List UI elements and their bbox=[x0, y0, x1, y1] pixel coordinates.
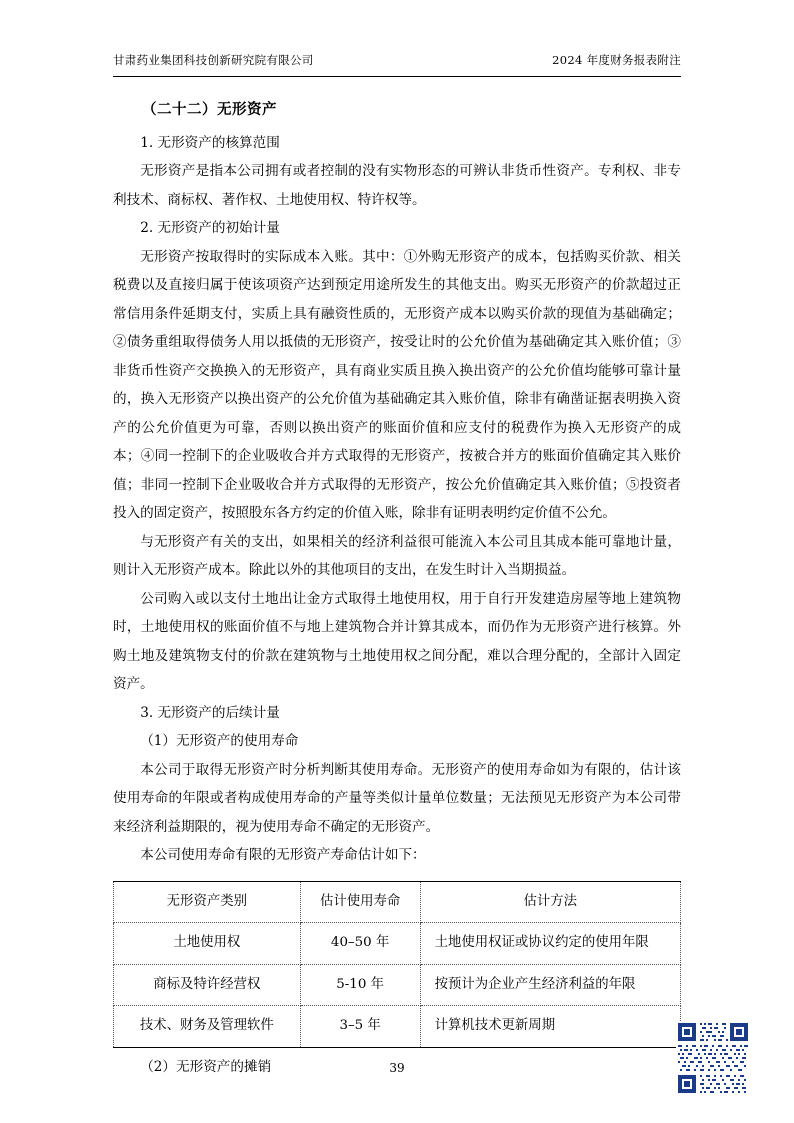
table-header-cell-method: 估计方法 bbox=[420, 881, 680, 923]
table-row bbox=[114, 964, 681, 1006]
section-title: （二十二）无形资产 bbox=[142, 101, 277, 118]
sub-item-2-label: （2）无形资产的摊销 bbox=[140, 1058, 272, 1075]
cell-method: 计算机技术更新周期 bbox=[420, 1006, 680, 1048]
item-1-label: 1. 无形资产的核算范围 bbox=[140, 134, 280, 151]
sub-item-1-body: 本公司于取得无形资产时分析判断其使用寿命。无形资产的使用寿命如为有限的，估计该使用寿命的年限或者构成使用寿命的产量等类似计量单位数量；无法预见无形资产为本公司带来经济利益期限的，视为使用寿命不确定的无形资产。 bbox=[113, 761, 681, 835]
item-3-label: 3. 无形资产的后续计量 bbox=[140, 704, 280, 721]
table-intro: 本公司使用寿命有限的无形资产寿命估计如下： bbox=[140, 847, 426, 863]
page-content bbox=[113, 92, 681, 1081]
cell-method: 土地使用权证或协议约定的使用年限 bbox=[420, 923, 680, 965]
paragraph-3: 与无形资产有关的支出，如果相关的经济利益很可能流入本公司且其成本能可靠地计量，则计入无形资产成本。除此以外的其他项目的支出，在发生时计入当期损益。 bbox=[113, 533, 681, 578]
cell-category: 土地使用权 bbox=[114, 923, 301, 965]
paragraph-4: 公司购入或以支付土地出让金方式取得土地使用权，用于自行开发建造房屋等地上建筑物时，土地使用权的账面价值不与地上建筑物合并计算其成本，而仍作为无形资产进行核算。外购土地及建筑物支付的价款在建筑物与土地使用权之间分配，难以合理分配的，全部计入固定资产。 bbox=[113, 590, 681, 692]
item-2-body: 无形资产按取得时的实际成本入账。其中：①外购无形资产的成本，包括购买价款、相关税费以及直接归属于使该项资产达到预定用途所发生的其他支出。购买无形资产的价款超过正常信用条件延期支付，实质上具有融资性质的，无形资产成本以购买价款的现值为基础确定；②债务重组取得债务人用以抵债的无形资产，按受让时的公允价值为基础确定其入账价值；③非货币性资产交换换入的无形资产，具有商业实质且换入换出资产的公允价值均能够可靠计量的，换入无形资产以换出资产的公允价值为基础确定其入账价值，除非有确凿证据表明换入资产的公允价值更为可靠，否则以换出资产的账面价值和应支付的税费作为换入无形资产的成本；④同一控制下的企业吸收合并方式取得的无形资产，按被合并方的账面价值确定其入账价值；非同一控制下企业吸收合并方式取得的无形资产，按公允价值确定其入账价值；⑤投资者投入的固定资产，按照股东各方约定的价值入账，除非有证明表明约定价值不公允。 bbox=[113, 248, 681, 521]
qr-code-icon bbox=[676, 1021, 750, 1095]
table-header-cell-category: 无形资产类别 bbox=[114, 881, 301, 923]
cell-life: 5-10 年 bbox=[300, 964, 420, 1006]
item-1-body: 无形资产是指本公司拥有或者控制的没有实物形态的可辨认非货币性资产。专利权、非专利技术、商标权、著作权、土地使用权、特许权等。 bbox=[113, 163, 681, 208]
page-number: 39 bbox=[389, 1061, 405, 1075]
cell-life: 40–50 年 bbox=[300, 923, 420, 965]
table-header-cell-life: 估计使用寿命 bbox=[300, 881, 420, 923]
header-divider bbox=[113, 76, 681, 77]
cell-life: 3–5 年 bbox=[300, 1006, 420, 1048]
table-row bbox=[114, 923, 681, 965]
header-company-name: 甘肃药业集团科技创新研究院有限公司 bbox=[113, 53, 314, 67]
intangible-assets-table bbox=[113, 881, 681, 1048]
table-row bbox=[114, 1006, 681, 1048]
page-header bbox=[113, 52, 681, 68]
cell-method: 按预计为企业产生经济利益的年限 bbox=[420, 964, 680, 1006]
item-2-label: 2. 无形资产的初始计量 bbox=[140, 220, 280, 236]
header-document-title: 2024 年度财务报表附注 bbox=[552, 53, 681, 67]
cell-category: 技术、财务及管理软件 bbox=[114, 1006, 301, 1048]
table-header-row bbox=[114, 881, 681, 923]
cell-category: 商标及特许经营权 bbox=[114, 964, 301, 1006]
sub-item-1-label: （1）无形资产的使用寿命 bbox=[140, 733, 299, 749]
